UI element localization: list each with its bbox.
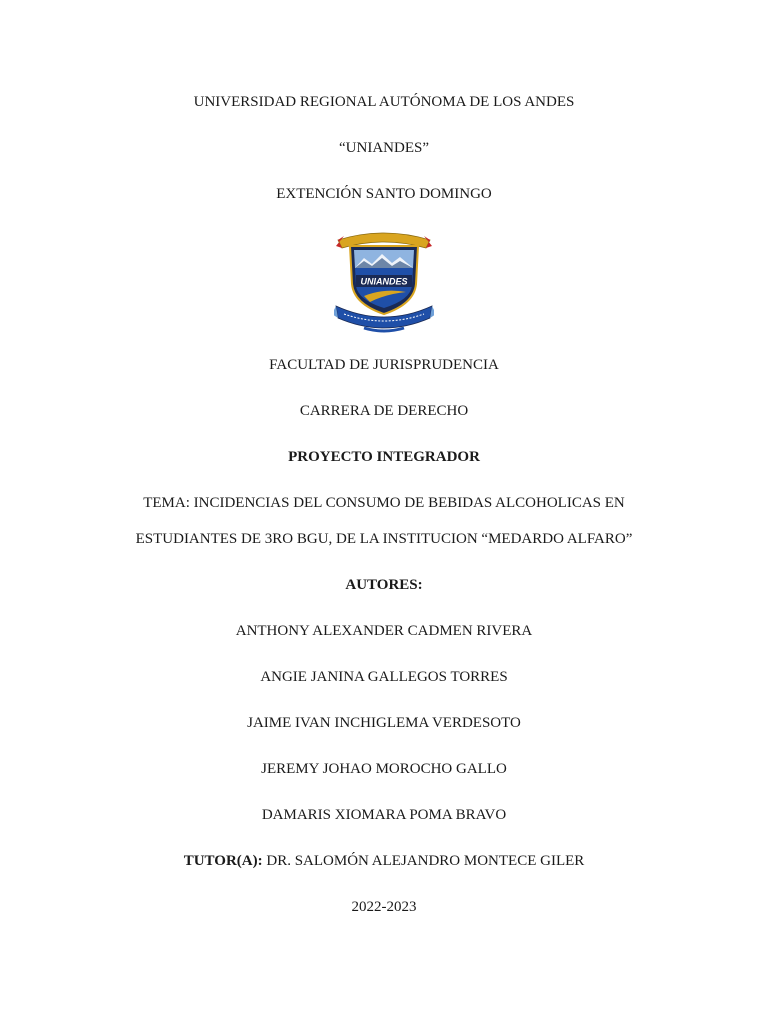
uniandes-shield-logo-icon [334,228,434,334]
faculty-name: FACULTAD DE JURISPRUDENCIA [269,357,499,373]
author-name: DAMARIS XIOMARA POMA BRAVO [261,807,507,823]
authors-heading: AUTORES: [345,577,423,593]
career-name: CARRERA DE DERECHO [299,403,469,419]
academic-period: 2022-2023 [351,899,417,915]
author-name: JEREMY JOHAO MOROCHO GALLO [261,761,507,777]
tutor-line [0,852,768,870]
tutor-name: DR. SALOMÓN ALEJANDRO MONTECE GILER [266,853,585,869]
author-name: JAIME IVAN INCHIGLEMA VERDESOTO [247,715,521,731]
topic-line-2: ESTUDIANTES DE 3RO BGU, DE LA INSTITUCION “MEDARDO ALFARO” [135,531,633,547]
campus-extension: EXTENCIÓN SANTO DOMINGO [276,186,492,202]
university-name: UNIVERSIDAD REGIONAL AUTÓNOMA DE LOS ANDES [193,94,575,110]
logo-text: UNIANDES [360,276,408,287]
author-name: ANGIE JANINA GALLEGOS TORRES [260,669,508,685]
project-type: PROYECTO INTEGRADOR [288,449,480,465]
author-name: ANTHONY ALEXANDER CADMEN RIVERA [235,623,533,639]
tutor-label: TUTOR(A): [183,853,263,869]
topic-line-1: TEMA: INCIDENCIAS DEL CONSUMO DE BEBIDAS ALCOHOLICAS EN [143,495,625,511]
university-acronym: “UNIANDES” [339,140,429,156]
